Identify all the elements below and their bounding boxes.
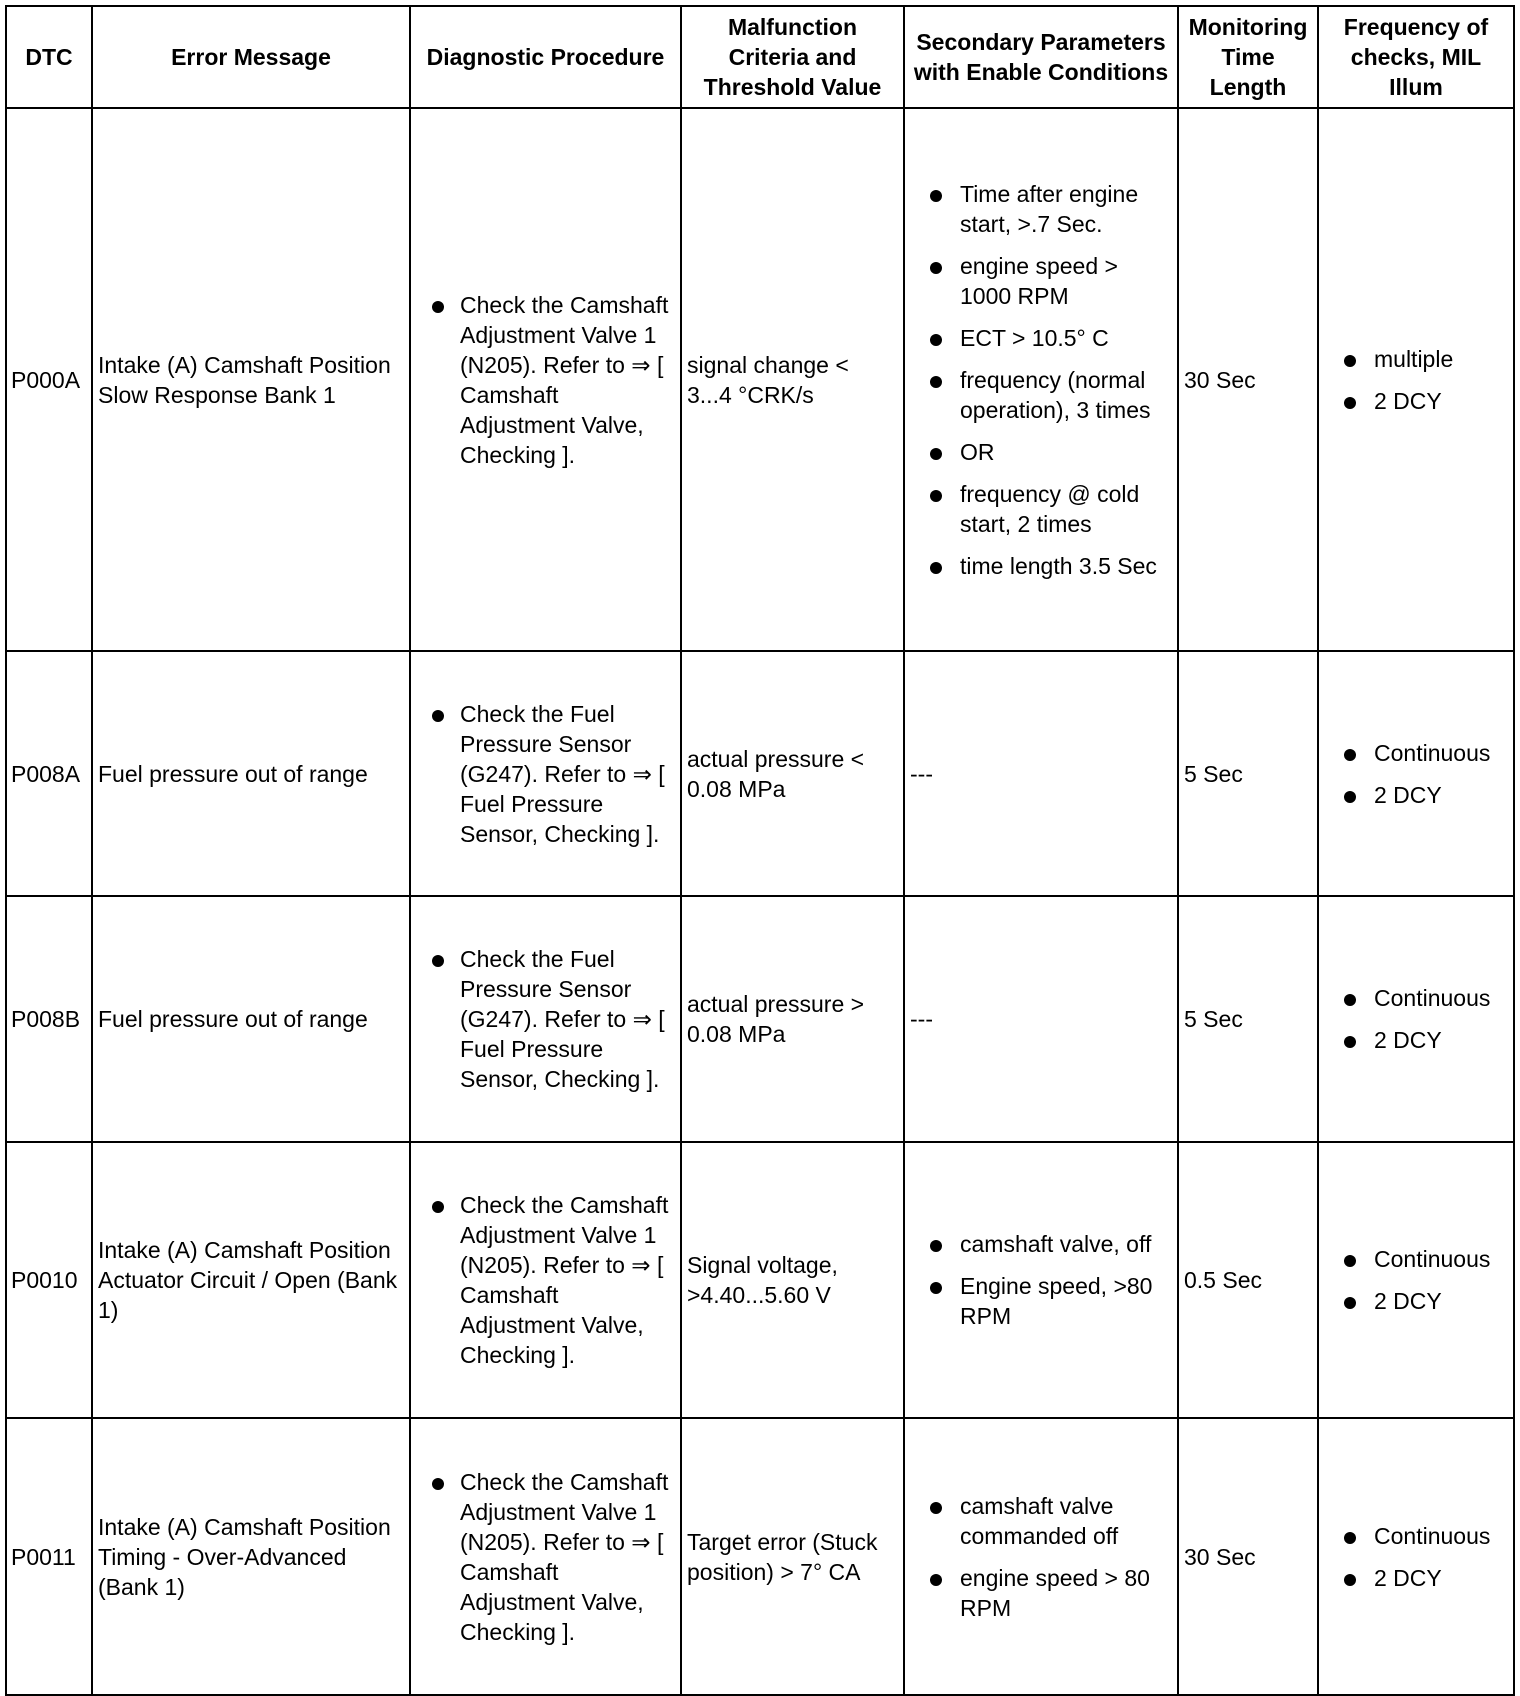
frequency-item-text: 2 DCY bbox=[1374, 1564, 1442, 1591]
frequency-item-text: Continuous bbox=[1374, 1522, 1491, 1549]
secondary-item-text: Time after engine start, >.7 Sec. bbox=[960, 180, 1139, 237]
bullet-icon bbox=[930, 190, 942, 202]
secondary-parameters: --- bbox=[904, 896, 1178, 1142]
table-row bbox=[6, 1418, 1514, 1695]
secondary-item-text: frequency (normal operation), 3 times bbox=[960, 366, 1151, 423]
procedure-item bbox=[432, 1190, 675, 1370]
header-diagnostic-procedure: Diagnostic Procedure bbox=[410, 6, 681, 108]
dtc-code: P008A bbox=[6, 651, 92, 896]
procedure-item-list bbox=[416, 1190, 675, 1370]
frequency-item bbox=[1324, 1244, 1508, 1274]
monitoring-time: 5 Sec bbox=[1178, 651, 1318, 896]
secondary-item bbox=[910, 179, 1172, 239]
frequency-item-list bbox=[1324, 738, 1508, 810]
header-monitoring-time: Monitoring Time Length bbox=[1178, 6, 1318, 108]
monitoring-time: 30 Sec bbox=[1178, 1418, 1318, 1695]
dtc-code: P0010 bbox=[6, 1142, 92, 1418]
malfunction-criteria: actual pressure > 0.08 MPa bbox=[681, 896, 904, 1142]
secondary-item-text: camshaft valve commanded off bbox=[960, 1492, 1119, 1549]
bullet-icon bbox=[432, 1478, 444, 1490]
procedure-item-list bbox=[416, 1467, 675, 1647]
procedure-item-list bbox=[416, 944, 675, 1094]
frequency-item-text: Continuous bbox=[1374, 985, 1491, 1011]
procedure-item-list bbox=[416, 699, 675, 849]
secondary-item-text: engine speed > 1000 RPM bbox=[960, 252, 1118, 309]
bullet-icon bbox=[1344, 1297, 1356, 1309]
secondary-item-list bbox=[910, 179, 1172, 581]
dtc-code: P000A bbox=[6, 108, 92, 651]
procedure-item-text: Check the Fuel Pressure Sensor (G247). Refer to ⇒ [ Fuel Pressure Sensor, Checking ]. bbox=[460, 700, 665, 847]
frequency-item-text: 2 DCY bbox=[1374, 387, 1442, 414]
frequency-item-text: Continuous bbox=[1374, 1246, 1491, 1272]
procedure-item bbox=[432, 944, 675, 1094]
secondary-item-text: engine speed > 80 RPM bbox=[960, 1564, 1150, 1621]
table-row bbox=[6, 1142, 1514, 1418]
frequency-item-list bbox=[1324, 344, 1508, 416]
frequency-item-text: Continuous bbox=[1374, 739, 1491, 766]
frequency-item-list bbox=[1324, 1521, 1508, 1593]
secondary-item bbox=[910, 1229, 1172, 1259]
procedure-item-text: Check the Camshaft Adjustment Valve 1 (N205). Refer to ⇒ [ Camshaft Adjustment Valve, Checking ]. bbox=[460, 1192, 669, 1368]
dtc-code: P008B bbox=[6, 896, 92, 1142]
frequency-item bbox=[1324, 1286, 1508, 1316]
bullet-icon bbox=[432, 301, 444, 313]
malfunction-criteria: Signal voltage, >4.40...5.60 V bbox=[681, 1142, 904, 1418]
secondary-item bbox=[910, 551, 1172, 581]
frequency-checks bbox=[1318, 108, 1514, 651]
bullet-icon bbox=[1344, 1532, 1356, 1544]
secondary-item-text: camshaft valve, off bbox=[960, 1231, 1152, 1257]
bullet-icon bbox=[930, 262, 942, 274]
diagnostic-procedure bbox=[410, 108, 681, 651]
diagnostic-procedure bbox=[410, 896, 681, 1142]
header-secondary-parameters: Secondary Parameters with Enable Conditions bbox=[904, 6, 1178, 108]
diagnostic-procedure bbox=[410, 651, 681, 896]
secondary-item bbox=[910, 323, 1172, 353]
secondary-item-text: Engine speed, >80 RPM bbox=[960, 1273, 1153, 1329]
procedure-item-text: Check the Camshaft Adjustment Valve 1 (N205). Refer to ⇒ [ Camshaft Adjustment Valve, Checking ]. bbox=[460, 291, 669, 468]
bullet-icon bbox=[1344, 397, 1356, 409]
bullet-icon bbox=[930, 448, 942, 460]
procedure-item-list bbox=[416, 290, 675, 470]
frequency-item-text: 2 DCY bbox=[1374, 781, 1442, 808]
frequency-item-list bbox=[1324, 983, 1508, 1055]
header-frequency: Frequency of checks, MIL Illum bbox=[1318, 6, 1514, 108]
diagnostic-procedure bbox=[410, 1418, 681, 1695]
bullet-icon bbox=[930, 1282, 942, 1294]
bullet-icon bbox=[1344, 994, 1356, 1006]
secondary-item-list bbox=[910, 1491, 1172, 1623]
frequency-item bbox=[1324, 1025, 1508, 1055]
table-header bbox=[6, 6, 1514, 108]
dtc-code: P0011 bbox=[6, 1418, 92, 1695]
frequency-checks bbox=[1318, 1142, 1514, 1418]
secondary-item-text: ECT > 10.5° C bbox=[960, 324, 1109, 351]
frequency-item bbox=[1324, 344, 1508, 374]
bullet-icon bbox=[930, 490, 942, 502]
monitoring-time: 5 Sec bbox=[1178, 896, 1318, 1142]
procedure-item bbox=[432, 1467, 675, 1647]
secondary-item bbox=[910, 1271, 1172, 1331]
secondary-item bbox=[910, 479, 1172, 539]
frequency-checks bbox=[1318, 896, 1514, 1142]
header-dtc: DTC bbox=[6, 6, 92, 108]
secondary-item bbox=[910, 365, 1172, 425]
header-malfunction-criteria: Malfunction Criteria and Threshold Value bbox=[681, 6, 904, 108]
error-message: Intake (A) Camshaft Position Actuator Circuit / Open (Bank 1) bbox=[92, 1142, 410, 1418]
bullet-icon bbox=[930, 376, 942, 388]
frequency-item bbox=[1324, 780, 1508, 810]
bullet-icon bbox=[1344, 355, 1356, 367]
bullet-icon bbox=[432, 710, 444, 722]
dtc-table bbox=[5, 5, 1515, 1696]
secondary-item bbox=[910, 1491, 1172, 1551]
bullet-icon bbox=[1344, 1255, 1356, 1267]
bullet-icon bbox=[930, 1502, 942, 1514]
frequency-checks bbox=[1318, 651, 1514, 896]
frequency-item bbox=[1324, 738, 1508, 768]
bullet-icon bbox=[930, 334, 942, 346]
bullet-icon bbox=[930, 1574, 942, 1586]
secondary-item-text: OR bbox=[960, 438, 995, 465]
bullet-icon bbox=[930, 562, 942, 574]
secondary-parameters bbox=[904, 108, 1178, 651]
frequency-checks bbox=[1318, 1418, 1514, 1695]
frequency-item bbox=[1324, 983, 1508, 1013]
monitoring-time: 30 Sec bbox=[1178, 108, 1318, 651]
table-body bbox=[6, 108, 1514, 1695]
error-message: Intake (A) Camshaft Position Timing - Over-Advanced (Bank 1) bbox=[92, 1418, 410, 1695]
secondary-item-text: frequency @ cold start, 2 times bbox=[960, 480, 1140, 537]
malfunction-criteria: signal change < 3...4 °CRK/s bbox=[681, 108, 904, 651]
frequency-item-text: 2 DCY bbox=[1374, 1027, 1442, 1053]
bullet-icon bbox=[432, 1201, 444, 1213]
secondary-item bbox=[910, 251, 1172, 311]
frequency-item bbox=[1324, 1521, 1508, 1551]
secondary-item bbox=[910, 437, 1172, 467]
header-error-message: Error Message bbox=[92, 6, 410, 108]
malfunction-criteria: actual pressure < 0.08 MPa bbox=[681, 651, 904, 896]
procedure-item-text: Check the Fuel Pressure Sensor (G247). Refer to ⇒ [ Fuel Pressure Sensor, Checking ]. bbox=[460, 946, 665, 1092]
bullet-icon bbox=[1344, 791, 1356, 803]
procedure-item-text: Check the Camshaft Adjustment Valve 1 (N205). Refer to ⇒ [ Camshaft Adjustment Valve, Checking ]. bbox=[460, 1468, 669, 1645]
secondary-parameters bbox=[904, 1142, 1178, 1418]
table-row bbox=[6, 651, 1514, 896]
error-message: Fuel pressure out of range bbox=[92, 896, 410, 1142]
procedure-item bbox=[432, 699, 675, 849]
procedure-item bbox=[432, 290, 675, 470]
bullet-icon bbox=[1344, 1574, 1356, 1586]
frequency-item bbox=[1324, 1563, 1508, 1593]
secondary-parameters: --- bbox=[904, 651, 1178, 896]
bullet-icon bbox=[930, 1240, 942, 1252]
table-row bbox=[6, 896, 1514, 1142]
frequency-item-text: multiple bbox=[1374, 345, 1454, 372]
error-message: Intake (A) Camshaft Position Slow Response Bank 1 bbox=[92, 108, 410, 651]
table-row bbox=[6, 108, 1514, 651]
bullet-icon bbox=[1344, 1036, 1356, 1048]
frequency-item-list bbox=[1324, 1244, 1508, 1316]
secondary-item-text: time length 3.5 Sec bbox=[960, 552, 1157, 579]
bullet-icon bbox=[432, 955, 444, 967]
bullet-icon bbox=[1344, 749, 1356, 761]
monitoring-time: 0.5 Sec bbox=[1178, 1142, 1318, 1418]
frequency-item-text: 2 DCY bbox=[1374, 1288, 1442, 1314]
malfunction-criteria: Target error (Stuck position) > 7° CA bbox=[681, 1418, 904, 1695]
secondary-item bbox=[910, 1563, 1172, 1623]
diagnostic-procedure bbox=[410, 1142, 681, 1418]
error-message: Fuel pressure out of range bbox=[92, 651, 410, 896]
frequency-item bbox=[1324, 386, 1508, 416]
secondary-parameters bbox=[904, 1418, 1178, 1695]
secondary-item-list bbox=[910, 1229, 1172, 1331]
